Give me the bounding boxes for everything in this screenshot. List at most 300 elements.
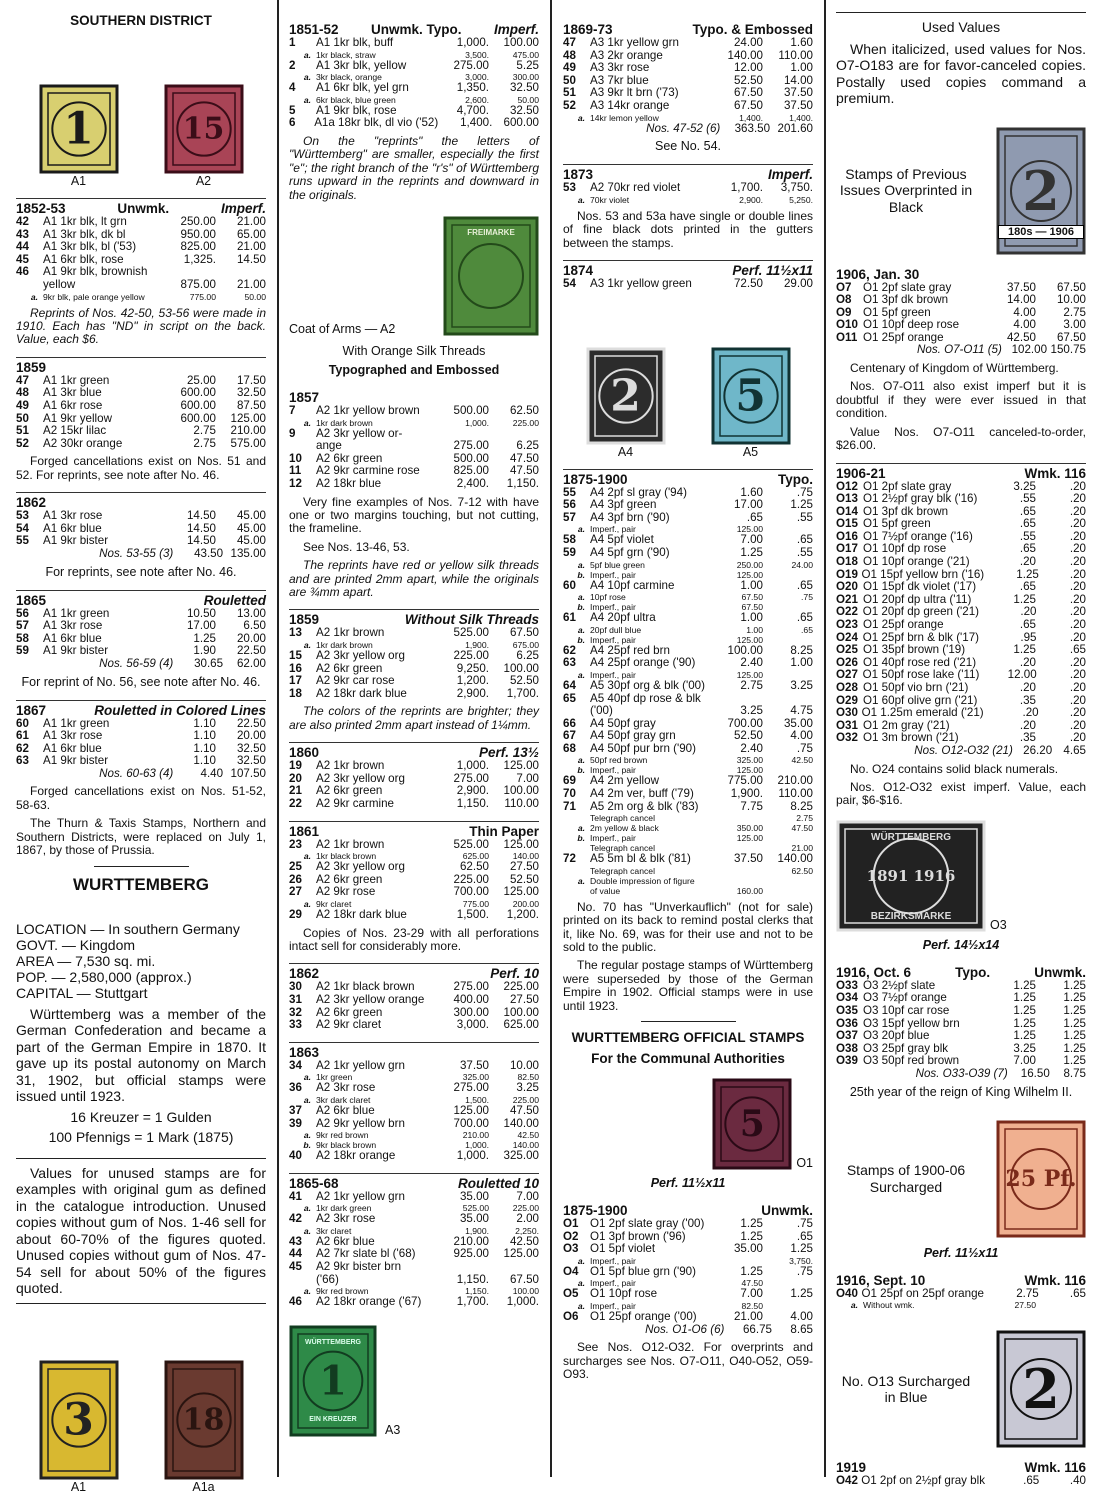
listing-description: A2 1kr yellow grn	[316, 1058, 405, 1072]
section-year: 1865-68	[289, 1175, 339, 1191]
listing-number: 40	[289, 1149, 302, 1163]
listing-number: 48	[563, 48, 576, 62]
section-header	[289, 963, 539, 981]
listing-unused: .55	[1019, 529, 1036, 543]
listing-unused: 875.00	[180, 277, 216, 291]
listing-number: 55	[563, 485, 576, 499]
listing-used: 3,750.	[789, 1255, 813, 1266]
listing-description: A4 5pf violet	[590, 533, 654, 547]
listing-row	[289, 1213, 539, 1226]
listing-unused: 25.00	[186, 373, 216, 387]
listing-used: 27.50	[509, 860, 539, 874]
listing-used: .20	[1069, 580, 1086, 594]
stamp-o41	[996, 1330, 1086, 1448]
listing-unused: 100.00	[727, 643, 763, 657]
listing-description: A2 6kr green	[316, 661, 383, 675]
listing-used: .20	[1069, 592, 1086, 606]
listing-row	[289, 37, 539, 50]
listing-unused: 600.00	[180, 411, 216, 425]
stamp-o7	[996, 127, 1086, 255]
note-text: Nos. O12-O32 exist imperf. Value, each pair, $6-$16.	[836, 779, 1086, 808]
listing-row	[563, 730, 813, 743]
listing-unused: .65	[1019, 517, 1036, 531]
listing-description: Imperf., pair	[590, 1255, 636, 1266]
listing-description: A1 6kr blue	[43, 631, 102, 645]
listing-number: a.	[303, 851, 311, 862]
listing-description: O3 7½pf orange	[863, 991, 947, 1005]
listing-used: 625.00	[503, 1018, 539, 1032]
stamp-a1	[39, 84, 119, 174]
listing-number: a.	[577, 755, 585, 766]
listing-unused: 825.00	[180, 240, 216, 254]
fact-line: GOVT. — Kingdom	[16, 936, 136, 953]
section-year: 1875-1900	[563, 1203, 628, 1219]
listing-row	[563, 195, 813, 205]
listing-number: 54	[16, 521, 29, 535]
listing-description: A1 9kr blk, rose	[316, 103, 397, 117]
listing-row	[289, 650, 539, 663]
listing-number: a.	[303, 72, 311, 83]
listing-description: A2 6kr green	[316, 451, 383, 465]
listing-number: 52	[16, 436, 29, 450]
stamp-a2s	[443, 216, 539, 336]
listing-description: A4 5pf grn ('90)	[590, 545, 670, 559]
section-year: 1851-52	[289, 22, 339, 37]
listing-number: 45	[289, 1260, 302, 1274]
listing-description: A1 9kr blk, brownish	[43, 265, 148, 279]
listing-description: O1 2pf on 2½pf gray blk	[861, 1474, 985, 1488]
listing-description: A3 3kr rose	[590, 61, 650, 75]
listing-row	[289, 1019, 539, 1032]
listing-unused: 47.50	[741, 1278, 763, 1289]
section-header	[836, 265, 1086, 282]
listing-description: A1 1kr blk, buff	[316, 36, 394, 49]
listing-description: O1 5pf blue grn ('90)	[590, 1264, 696, 1278]
listing-unused: 3,000.	[465, 72, 489, 83]
listing-number: O21	[836, 592, 858, 606]
stamp-w1a	[164, 1360, 244, 1480]
listing-description: A1 1kr blk, lt grn	[43, 215, 127, 228]
listing-description: O1 5pf violet	[590, 1242, 656, 1256]
listing-row	[836, 294, 1086, 307]
listing-used: 125.00	[503, 1247, 539, 1261]
listing-unused: 35.00	[459, 1189, 489, 1203]
note-text: Nos. 53 and 53a have single or double lines of fine black dots printed in the gutters between the stamps.	[563, 208, 813, 250]
section-header	[289, 1042, 539, 1060]
stamp-value: 5	[739, 1103, 765, 1146]
listing-description: A1 3kr rose	[43, 729, 103, 743]
listing-description: Imperf., pair	[590, 569, 636, 580]
listing-unused: 30.65	[194, 656, 224, 670]
listing-number: a.	[577, 823, 585, 834]
listing-unused: .65	[1019, 580, 1036, 594]
listing-unused: 2,900.	[456, 784, 489, 798]
listing-used: 42.50	[791, 755, 813, 766]
listing-unused: 275.00	[453, 980, 489, 994]
centered-text: 25th year of the reign of King Wilhelm II.	[849, 1084, 1073, 1099]
listing-number: a.	[850, 1300, 858, 1311]
listing-unused: 1.25	[740, 545, 763, 559]
listing-description: A4 2m ver, buff ('79)	[590, 787, 694, 801]
listing-used: 13.00	[236, 606, 266, 620]
section-header	[563, 164, 813, 182]
section-process: Typo.	[955, 964, 991, 980]
stamp-w1	[39, 1360, 119, 1480]
listing-used: .65	[796, 578, 813, 592]
listing-used: 140.00	[503, 1116, 539, 1130]
listing-row	[563, 886, 813, 896]
listing-number: b.	[577, 569, 585, 580]
listing-unused: 1,700.	[730, 181, 763, 195]
listing-used	[1036, 1300, 1086, 1310]
listing-row	[836, 682, 1086, 695]
listing-unused: 1.25	[740, 1264, 763, 1278]
listing-description: A2 3kr rose	[316, 1081, 376, 1095]
listing-number: 44	[289, 1247, 302, 1261]
listing-description: A2 7kr slate bl ('68)	[316, 1247, 416, 1261]
stamp-o3	[836, 820, 986, 932]
fact-line: LOCATION — In southern Germany	[16, 920, 240, 937]
listing-description: A5 2m org & blk ('83)	[590, 799, 699, 813]
listing-unused: 102.00	[1011, 343, 1048, 357]
stamp-value: 2	[610, 370, 641, 422]
listing-number: b.	[577, 833, 585, 844]
listing-number: a.	[303, 1286, 311, 1297]
listing-used: 225.00	[512, 1203, 539, 1214]
listing-description: A4 2m yellow	[590, 774, 659, 788]
listing-unused: 1,000.	[456, 759, 489, 773]
listing-description: A4 3pf brn ('90)	[590, 510, 670, 524]
listing-number: O26	[836, 655, 858, 669]
listing-description: 1kr dark brown	[316, 640, 373, 650]
listing-used: 7.00	[516, 1189, 539, 1203]
listing-row	[563, 100, 813, 113]
listing-description: O1 2m gray ('21)	[863, 718, 950, 732]
listing-description: O1 60pf olive grn ('21)	[863, 693, 978, 707]
stamp-word: BEZIRKSMARKE	[870, 910, 952, 922]
listing-unused: 1.25	[1013, 1016, 1036, 1030]
listing-unused: 42.50	[1006, 330, 1036, 344]
listing-number: a.	[577, 669, 585, 680]
listing-used: 8.25	[790, 799, 813, 813]
divider	[641, 1021, 736, 1022]
listing-number: 25	[289, 860, 302, 874]
listing-unused: 7.00	[740, 533, 763, 547]
listing-unused: 1,400.	[460, 116, 493, 130]
listing-description: A2 6kr green	[316, 1005, 383, 1019]
listing-unused: 1.10	[193, 754, 216, 768]
listing-description: 3kr claret	[316, 1225, 352, 1236]
listing-number: 49	[16, 398, 29, 412]
listing-description: 1kr dark green	[316, 1203, 372, 1214]
listing-row	[563, 37, 813, 50]
listing-used: 100.00	[503, 784, 539, 798]
listing-description: A1a 18kr blk, dl vio ('52)	[314, 116, 439, 130]
section-perf: Wmk. 116	[1024, 465, 1086, 481]
section-year: 1857	[289, 390, 320, 405]
listing-number: O4	[563, 1264, 579, 1278]
listing-unused: 275.00	[453, 58, 489, 72]
section-header	[289, 388, 539, 405]
listing-unused: 1.00	[740, 578, 763, 592]
listing-number: 1	[289, 36, 296, 49]
section-perf: Perf. 10	[490, 966, 539, 982]
listing-description: A2 9kr car rose	[316, 674, 395, 688]
listing-number: 55	[16, 534, 29, 548]
listing-used: 1,000.	[506, 1295, 539, 1309]
listing-description: 14kr lemon yellow	[590, 112, 659, 123]
listing-description: A3 9kr lt brn ('73)	[590, 86, 679, 100]
stamp-figure	[164, 84, 244, 188]
listing-used: 1.25	[1063, 978, 1086, 992]
listing-unused: 1.10	[193, 716, 216, 730]
stamp-value: 18	[182, 1402, 225, 1437]
stamp-caption: O3	[990, 917, 1007, 932]
listing-used: 2.75	[1063, 305, 1086, 319]
listing-row	[289, 1118, 539, 1131]
listing-row	[16, 425, 266, 438]
section-perf: Wmk. 116	[1024, 1460, 1086, 1476]
listing-description: 9kr blk, pale orange yellow	[43, 291, 145, 302]
listing-unused: 125.00	[736, 569, 763, 580]
listing-number: 61	[563, 611, 576, 625]
listing-row	[289, 1296, 539, 1309]
listing-row	[563, 1288, 813, 1301]
listing-row	[563, 592, 813, 602]
listing-row	[289, 675, 539, 688]
section-perf: Unwmk.	[761, 1203, 813, 1219]
listing-unused: 3,000.	[456, 1018, 489, 1032]
section-process: Unwmk. Typo.	[371, 22, 462, 37]
listing-description: Nos. O1-O6 (6)	[645, 1322, 725, 1336]
listing-used: .20	[1069, 479, 1086, 493]
listing-row	[16, 400, 266, 413]
listing-number	[289, 1274, 316, 1287]
listing-number: b.	[577, 602, 585, 613]
centered-text: Perf. 11½x11	[923, 1245, 999, 1260]
district-heading: For the Communal Authorities	[591, 1051, 785, 1067]
listing-used: 62.50	[509, 404, 539, 417]
listing-description: Nos. O12-O32 (21)	[914, 743, 1013, 757]
listing-used: 8.25	[790, 643, 813, 657]
stamp-figure	[164, 1360, 244, 1494]
listing-row	[563, 62, 813, 75]
listing-unused: 35.00	[459, 1212, 489, 1226]
listing-unused: 1.60	[740, 485, 763, 499]
listing-number	[563, 1324, 585, 1337]
listing-unused: 125.00	[736, 634, 763, 645]
note-text: The reprints have red or yellow silk threads and are printed 2mm apart, while the originals are ¾mm apart.	[289, 558, 539, 599]
stamp-figure	[39, 1360, 119, 1494]
listing-used: 8.65	[790, 1322, 813, 1336]
listing-number: 70	[563, 787, 576, 801]
listing-unused: 700.00	[453, 1116, 489, 1130]
listing-used: 125.00	[503, 885, 539, 899]
section-header	[563, 260, 813, 278]
listing-used: 110.00	[504, 796, 539, 810]
listing-number: 53	[16, 509, 29, 523]
listing-used: 1.60	[790, 36, 813, 49]
listing-unused: 2,400.	[456, 476, 489, 490]
listing-used: 140.00	[512, 851, 539, 862]
listing-row	[836, 644, 1086, 657]
listing-row	[16, 755, 266, 768]
listing-row	[289, 1130, 539, 1140]
listing-number: 17	[289, 674, 302, 688]
listing-used: .65	[1069, 643, 1086, 657]
listing-used: 3.25	[790, 678, 813, 692]
listing-row	[563, 547, 813, 560]
listing-row	[563, 755, 813, 765]
listing-unused: 700.00	[453, 885, 489, 899]
section-year: 1852-53	[16, 201, 66, 216]
section-header	[16, 590, 266, 608]
stamp-value: 1891 1916	[866, 866, 956, 885]
centered-text: 16 Kreuzer = 1 Gulden	[70, 1108, 212, 1125]
stamp-figure	[39, 84, 119, 188]
listing-description: A4 50pf gray	[590, 716, 656, 730]
listing-number: 53	[563, 181, 576, 195]
section-header	[16, 492, 266, 510]
listing-used: 1.25	[790, 498, 813, 512]
listing-number: a.	[577, 1255, 585, 1266]
stamp-image	[39, 84, 119, 174]
listing-used: 150.75	[1050, 343, 1086, 357]
listing-number: a.	[303, 1072, 311, 1083]
listing-unused: 7.75	[740, 799, 763, 813]
listing-number: a.	[577, 875, 585, 886]
listing-unused: 1.25	[193, 631, 216, 645]
listing-unused: 67.50	[733, 98, 763, 112]
listing-unused: 4.00	[1013, 305, 1036, 319]
listing-number	[289, 440, 316, 453]
listing-number: 18	[289, 686, 302, 700]
listing-used: 21.00	[236, 215, 266, 228]
listing-unused: 3.25	[1013, 479, 1036, 493]
listing-used: 24.00	[791, 559, 813, 570]
listing-unused	[705, 813, 763, 823]
listing-number: 4	[289, 81, 296, 95]
listing-number: O29	[836, 693, 858, 707]
listing-description: O3 20pf blue	[863, 1029, 930, 1043]
listing-unused: 3.25	[740, 704, 763, 718]
listing-used: .20	[1069, 655, 1086, 669]
section-header	[836, 963, 1086, 980]
listing-used: 45.00	[236, 521, 266, 535]
listing-number: O10	[836, 318, 858, 332]
listing-used: .20	[1069, 618, 1086, 632]
note-text: No. O24 contains solid black numerals.	[850, 761, 1059, 776]
listing-used: 4.00	[790, 729, 813, 743]
listing-number: 56	[16, 606, 29, 620]
listing-unused: 67.50	[733, 86, 763, 100]
listing-number: 56	[563, 498, 576, 512]
listing-unused: 225.00	[453, 872, 489, 886]
stamp-value: 3	[63, 1394, 94, 1445]
listing-description: O1 35pf brown ('19)	[863, 643, 966, 657]
listing-number	[563, 866, 590, 876]
listing-used: 1.25	[1063, 991, 1086, 1005]
listing-row	[289, 440, 539, 453]
listing-unused: 66.75	[742, 1322, 772, 1336]
listing-description: O1 10pf dp rose	[863, 542, 947, 556]
listing-used: .65	[796, 611, 813, 625]
listing-description: A2 6kr green	[316, 784, 383, 798]
listing-number: O37	[836, 1029, 858, 1043]
listing-used: .20	[1069, 529, 1086, 543]
listing-description: A4 10pf carmine	[590, 578, 675, 592]
listing-unused: 27.50	[1014, 1300, 1036, 1311]
listing-unused: 500.00	[453, 451, 489, 465]
section-year: 1867	[16, 702, 47, 718]
listing-description: O1 50pf rose lake ('11)	[862, 668, 980, 682]
listing-description: A2 18kr dark blue	[316, 686, 407, 700]
section-perf: Thin Paper	[469, 823, 539, 839]
listing-unused: 275.00	[453, 1081, 489, 1095]
listing-unused: 275.00	[453, 439, 489, 453]
listing-description: A3 1kr yellow green	[590, 276, 692, 290]
stamp-figure	[711, 347, 791, 459]
listing-description: 1kr black, straw	[316, 49, 376, 60]
stamp-word: FREIMARKE	[467, 228, 515, 237]
listing-row	[836, 1030, 1086, 1043]
listing-description: 50pf red brown	[590, 755, 648, 766]
listing-number	[563, 886, 590, 896]
section-header	[16, 700, 266, 718]
listing-number: a.	[577, 559, 585, 570]
listing-unused: .20	[1019, 681, 1036, 694]
listing-used: 125.00	[503, 837, 539, 851]
listing-number: 21	[289, 784, 302, 798]
listing-used: 1.25	[1063, 1003, 1086, 1017]
section-perf: Rouletted 10	[457, 1175, 539, 1191]
listing-description: A2 1kr brown	[316, 759, 385, 773]
section-header	[289, 1173, 539, 1191]
listing-unused: 1,500.	[456, 907, 489, 921]
listing-unused: .20	[1019, 655, 1036, 669]
listing-description: A1 3kr rose	[43, 509, 103, 523]
listing-description: A4 25pf red brn	[590, 643, 670, 657]
listing-used: 325.00	[503, 1149, 539, 1163]
listing-description: 1kr black brown	[316, 851, 377, 862]
section-year: 1860	[289, 745, 320, 761]
listing-used: 475.00	[512, 49, 539, 60]
listing-used: 8.75	[1063, 1066, 1087, 1080]
listing-used: 29.00	[783, 276, 813, 290]
stamp-value: 1	[319, 1357, 347, 1405]
listing-number	[16, 548, 39, 561]
listing-row	[836, 1300, 1086, 1310]
listing-unused: .95	[1020, 630, 1037, 644]
listing-row	[836, 319, 1086, 332]
listing-used: 52.50	[509, 872, 539, 886]
listing-used: 225.00	[512, 417, 539, 428]
listing-unused: 1,700.	[456, 1295, 489, 1309]
section-perf: Typo.	[778, 471, 813, 487]
listing-used: 5.25	[516, 58, 539, 72]
listing-unused: 210.00	[462, 1130, 489, 1141]
listing-description: A1 9kr yellow	[43, 411, 112, 425]
listing-used: 5,250.	[789, 194, 813, 205]
column-1	[16, 10, 266, 1494]
listing-row	[836, 1068, 1086, 1081]
listing-row	[289, 688, 539, 701]
listing-number	[836, 344, 857, 357]
listing-number: O23	[836, 618, 858, 632]
listing-number: 37	[289, 1103, 302, 1117]
listing-number: a.	[30, 291, 38, 302]
listing-used: 47.50	[791, 823, 813, 834]
